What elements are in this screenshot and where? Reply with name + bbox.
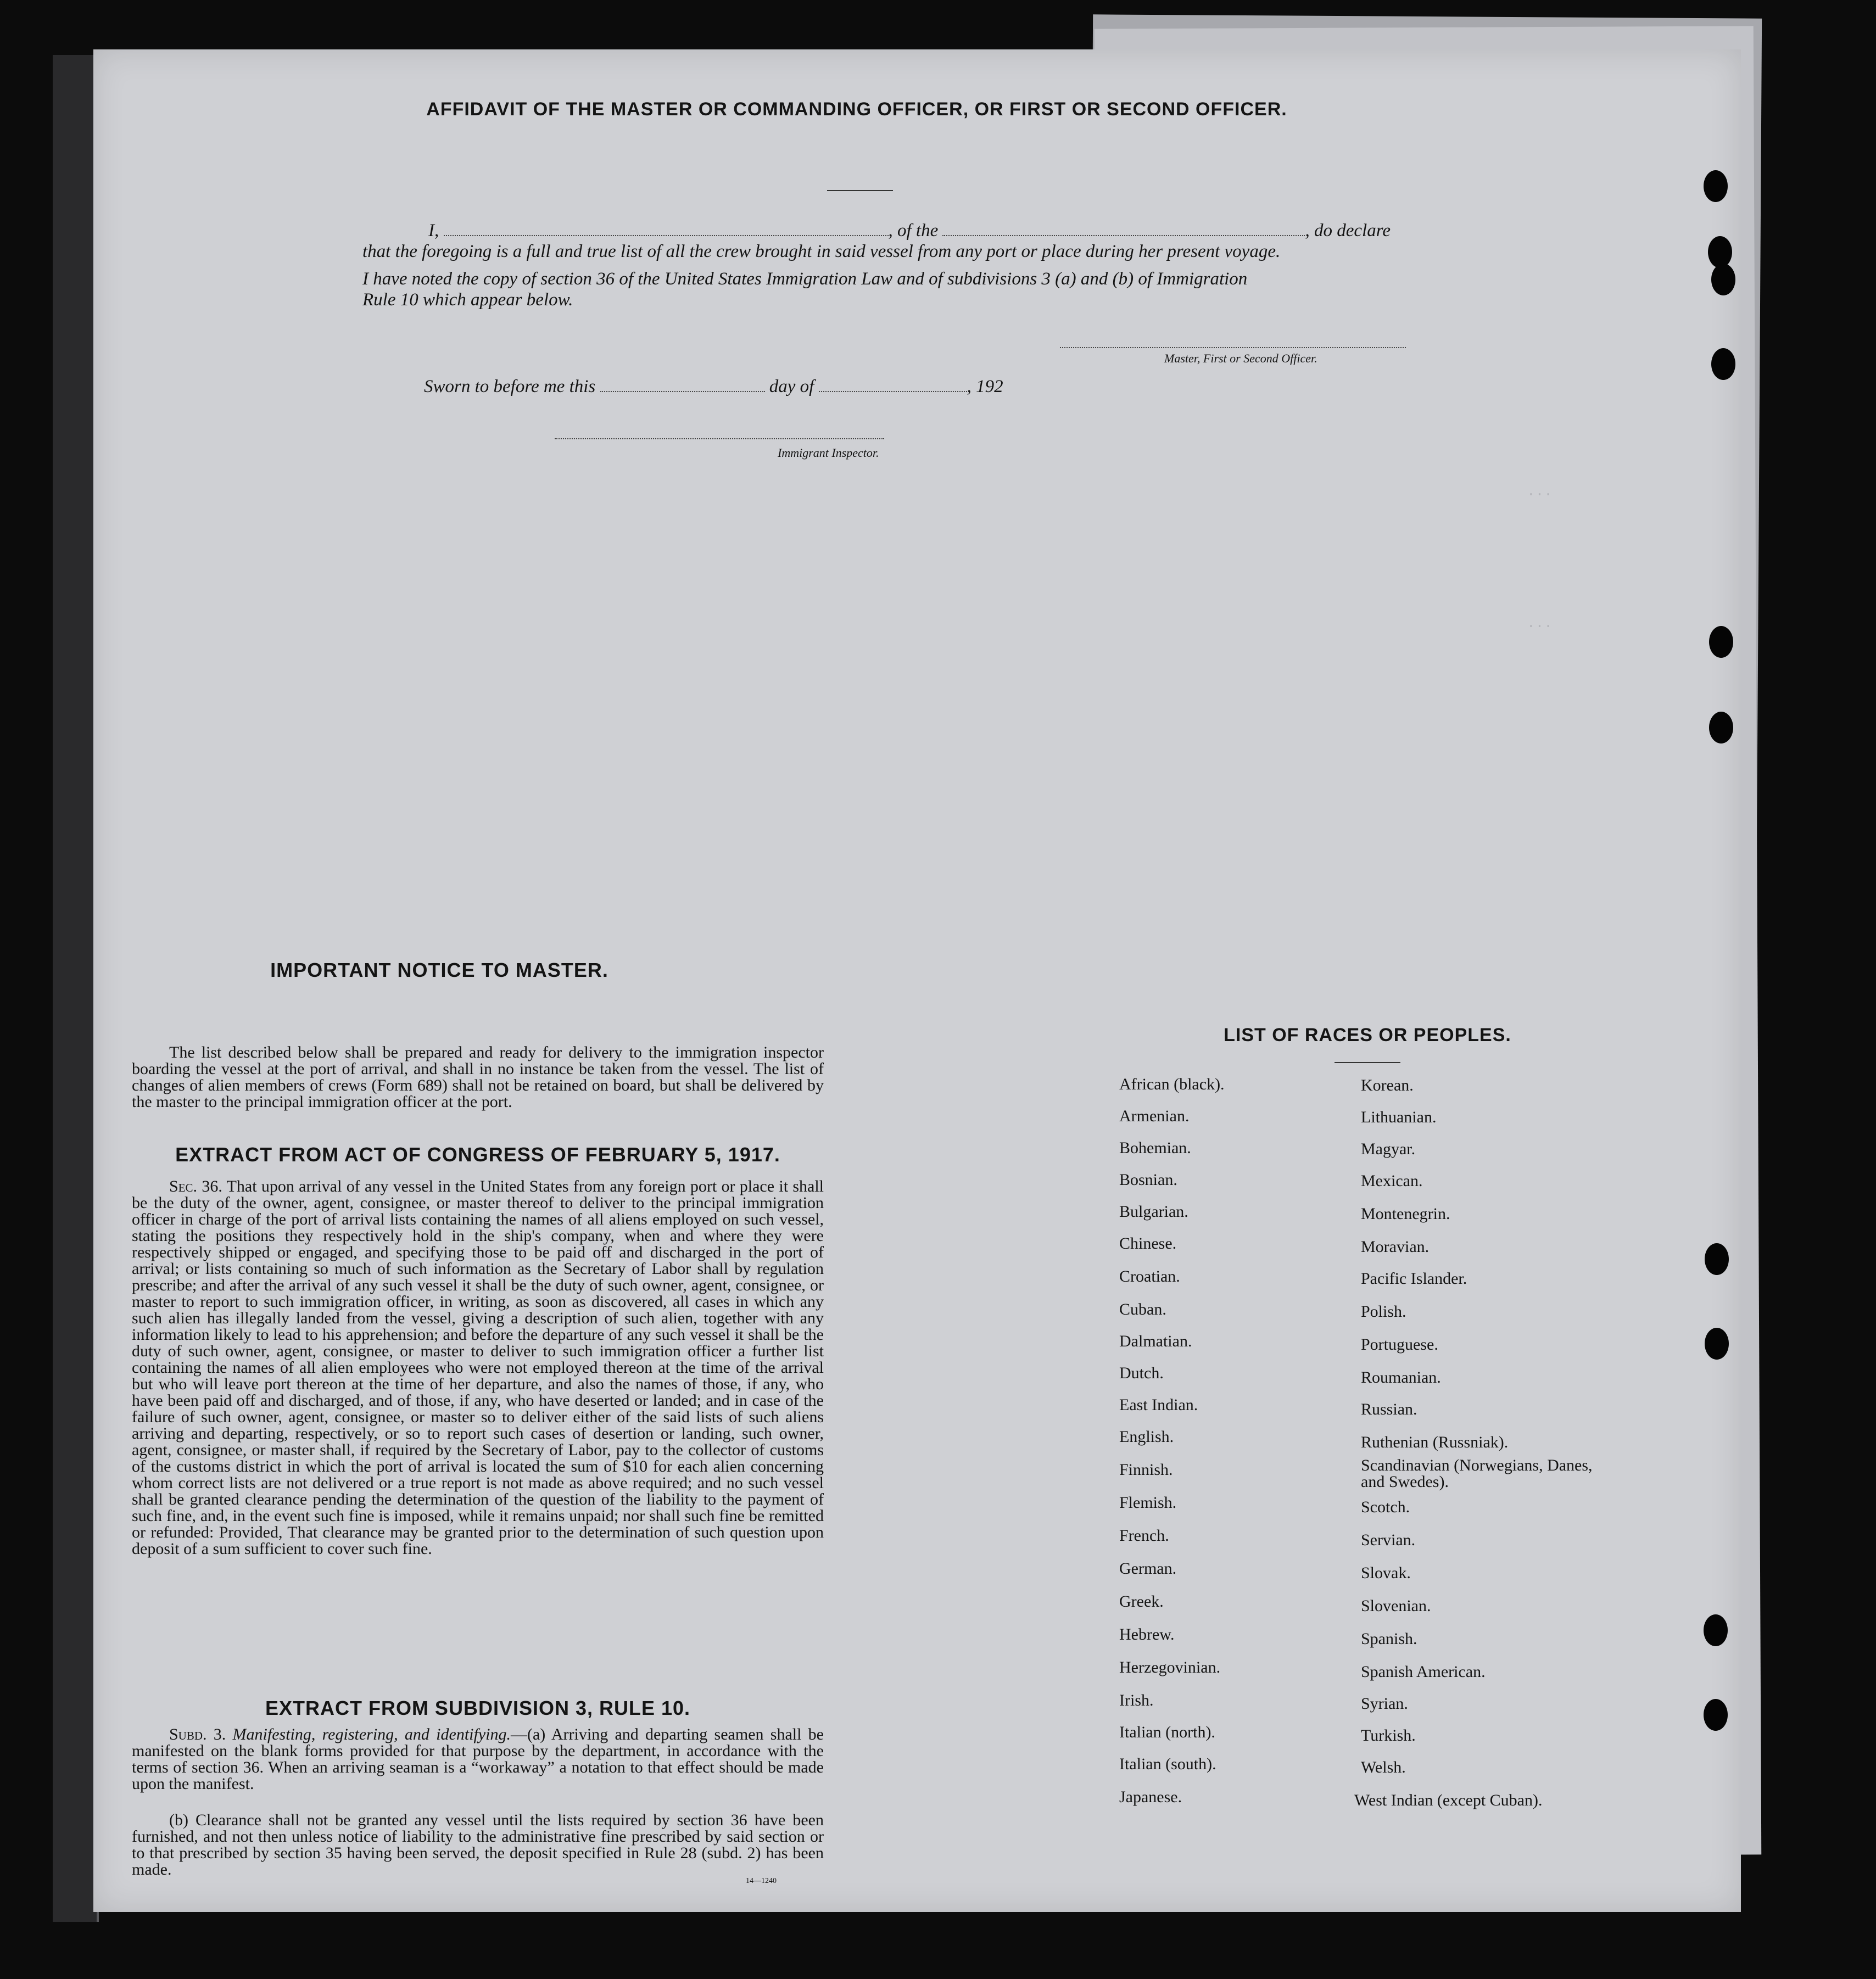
race-item: Turkish.: [1361, 1726, 1416, 1745]
rule-body-a: —(a) Arriving and departing seamen shall be manifested on the blank forms provided for that purpose by the department, in accordance with the terms of section 36. When an arriving seaman is a “workaway” a notation to that effect should be made upon the manifest.: [132, 1725, 824, 1793]
punch-hole: [1705, 1243, 1729, 1275]
rule-heading: EXTRACT FROM SUBDIVISION 3, RULE 10.: [265, 1697, 691, 1719]
race-item: French.: [1119, 1527, 1169, 1545]
race-item: Moravian.: [1361, 1238, 1430, 1256]
notice-body: The list described below shall be prepared and ready for delivery to the immigration inspector boarding the vessel at the port of arrival, and shall in no instance be taken from the vessel. The list of changes of alien members of crews (Form 689) shall not be retained on board, but shall be delivered by the master to the principal immigration officer at the port.: [132, 1043, 824, 1111]
race-item: Italian (north).: [1119, 1723, 1215, 1741]
bleed-through: ...: [1527, 483, 1553, 500]
race-item: Japanese.: [1119, 1788, 1182, 1806]
race-item: Chinese.: [1119, 1234, 1177, 1253]
race-item: Russian.: [1361, 1400, 1417, 1418]
inspector-caption: Immigrant Inspector.: [778, 446, 879, 460]
race-item: Flemish.: [1119, 1494, 1177, 1512]
race-item: Dutch.: [1119, 1364, 1164, 1382]
inspector-signature-field[interactable]: [555, 426, 884, 439]
race-item: Dalmatian.: [1119, 1332, 1192, 1350]
punch-hole: [1704, 1699, 1728, 1731]
sworn-month-field[interactable]: [819, 379, 967, 392]
race-item: Portuguese.: [1361, 1335, 1438, 1354]
affidavit-title: AFFIDAVIT OF THE MASTER OR COMMANDING OFFICER, OR FIRST OR SECOND OFFICER.: [426, 99, 1287, 120]
sworn-label: Sworn to before me this: [424, 377, 596, 396]
punch-hole: [1704, 170, 1728, 202]
race-item: Pacific Islander.: [1361, 1270, 1467, 1288]
race-item: English.: [1119, 1428, 1174, 1446]
punch-hole: [1711, 348, 1735, 380]
race-item: Slovenian.: [1361, 1597, 1431, 1615]
affidavit-line-2: that the foregoing is a full and true list of all the crew brought in said vessel from any port or place during her present voyage.: [362, 242, 1281, 261]
do-declare-label: , do declare: [1305, 221, 1391, 241]
officer-signature-caption: Master, First or Second Officer.: [1164, 351, 1317, 365]
of-the-label: , of the: [888, 221, 939, 241]
vessel-name-field[interactable]: [942, 223, 1305, 236]
race-item: Servian.: [1361, 1531, 1416, 1549]
punch-hole: [1709, 626, 1733, 658]
race-item: Scandinavian (Norwegians, Danes, and Swedes).: [1361, 1456, 1593, 1491]
race-item: Bohemian.: [1119, 1139, 1191, 1157]
year-label: , 192: [967, 377, 1003, 396]
race-item: Croatian.: [1119, 1267, 1180, 1285]
race-item: Magyar.: [1361, 1140, 1416, 1158]
sworn-day-field[interactable]: [600, 379, 765, 392]
affidavit-line-4: Rule 10 which appear below.: [362, 290, 573, 310]
officer-signature-field[interactable]: [1060, 335, 1406, 348]
race-item: West Indian (except Cuban).: [1354, 1791, 1543, 1809]
races-heading: LIST OF RACES OR PEOPLES.: [1224, 1025, 1511, 1046]
punch-hole: [1704, 1614, 1728, 1646]
act-text: [132, 1178, 824, 1557]
race-item: Herzegovinian.: [1119, 1658, 1221, 1676]
race-item: Bulgarian.: [1119, 1203, 1188, 1221]
act-heading: EXTRACT FROM ACT OF CONGRESS OF FEBRUARY 5, 1917.: [175, 1143, 780, 1166]
race-item: Welsh.: [1361, 1758, 1406, 1776]
rule-text-b: [132, 1812, 824, 1878]
race-item: Scotch.: [1361, 1498, 1410, 1516]
bleed-through: ...: [1527, 615, 1553, 631]
race-item: Syrian.: [1361, 1695, 1408, 1713]
race-item: Roumanian.: [1361, 1368, 1441, 1387]
affidavit-line-1: [428, 221, 1391, 241]
race-item: Irish.: [1119, 1691, 1154, 1709]
notice-text: [132, 1044, 824, 1110]
race-item: Spanish American.: [1361, 1663, 1486, 1681]
race-item: Greek.: [1119, 1592, 1164, 1611]
race-item: Polish.: [1361, 1302, 1406, 1321]
sec-label: Sec. 36.: [169, 1177, 222, 1195]
race-item: Italian (south).: [1119, 1755, 1216, 1773]
race-item: Slovak.: [1361, 1564, 1411, 1582]
race-item: Mexican.: [1361, 1172, 1423, 1190]
race-item: Finnish.: [1119, 1461, 1173, 1479]
affidavit-line-3: I have noted the copy of section 36 of the United States Immigration Law and of subdivisions 3 (a) and (b) of Immigration: [362, 269, 1248, 289]
punch-hole: [1711, 264, 1735, 295]
race-item: Hebrew.: [1119, 1625, 1175, 1643]
master-name-field[interactable]: [444, 223, 889, 236]
sworn-line: [424, 377, 1003, 397]
race-item: Lithuanian.: [1361, 1108, 1437, 1126]
races-rule: [1335, 1062, 1400, 1063]
act-body: That upon arrival of any vessel in the United States from any foreign port or place it shall be the duty of the owner, agent, consignee, or master thereof to deliver to the principal immigration officer in charge of the port of arrival lists containing the names of all aliens employed on such vessel, stating the positions they respectively hold in the ship's company, when and where they were respectively shipped or engaged, and specifying those to be paid off and discharged in the port of arrival; or lists containing so much of such information as the Secretary of Labor shall by regulation prescribe; and after the arrival of any such vessel it shall be the duty of such owner, agent, consignee, or master to report to such immigration officer, in writing, as soon as discovered, all cases in which any such alien has illegally landed from the vessel, giving a description of such alien, together with any information likely to lead to his apprehension; and before the departure of any such vessel it shall be the duty of such owner, agent, consignee, or master to deliver to such immigration officer a further list containing the names of all alien employees who were not employed thereon at the time of the arrival but who will leave port thereon at the time of her departure, and also the names of those, if any, who have been paid off and discharged, and of those, if any, who have deserted or landed; and in case of the failure of such owner, agent, consignee, or master so to deliver either of the said lists of such aliens arriving and departing, respectively, or so to report such cases of desertion or landing, such owner, agent, consignee, or master shall, if required by the Secretary of Labor, pay to the collector of customs of the customs district in which the port of arrival is located the sum of $10 for each alien concerning whom correct lists are not delivered or a true report is not made as above required; and no such vessel shall be granted clearance pending the determination of the question of the liability to the payment of such fine, and, in the event such fine is imposed, while it remains unpaid; nor shall such fine be remitted or refunded: Provided, That clearance may be granted prior to the determination of such question upon deposit of a sum sufficient to cover such fine.: [132, 1177, 824, 1558]
race-item: African (black).: [1119, 1075, 1225, 1093]
race-item: Montenegrin.: [1361, 1205, 1450, 1223]
race-item: East Indian.: [1119, 1396, 1198, 1414]
i-label: I,: [428, 221, 439, 241]
race-item: German.: [1119, 1559, 1177, 1578]
race-item: Bosnian.: [1119, 1171, 1177, 1189]
day-of-label: day of: [769, 377, 814, 396]
race-item: Korean.: [1361, 1076, 1414, 1094]
punch-hole: [1708, 236, 1732, 268]
race-item: Ruthenian (Russniak).: [1361, 1433, 1509, 1451]
title-rule: [827, 190, 893, 191]
subd-label: Subd. 3.: [169, 1725, 226, 1743]
race-item: Armenian.: [1119, 1107, 1190, 1125]
rule-body-b: (b) Clearance shall not be granted any vessel until the lists required by section 36 have been furnished, and not then unless notice of liability to the administrative fine prescribed by said section or to that prescribed by section 35 having been served, the deposit specified in Rule 28 (subd. 2) has been made.: [132, 1811, 824, 1879]
race-item: Spanish.: [1361, 1630, 1417, 1648]
binding-strip: [53, 55, 99, 1922]
form-number: 14—1240: [746, 1877, 777, 1885]
punch-hole: [1709, 712, 1733, 743]
notice-heading: IMPORTANT NOTICE TO MASTER.: [270, 959, 608, 981]
subd-title: Manifesting, registering, and identifying.: [232, 1725, 511, 1743]
rule-text-a: [132, 1726, 824, 1792]
race-item: Cuban.: [1119, 1300, 1166, 1318]
punch-hole: [1705, 1328, 1729, 1360]
